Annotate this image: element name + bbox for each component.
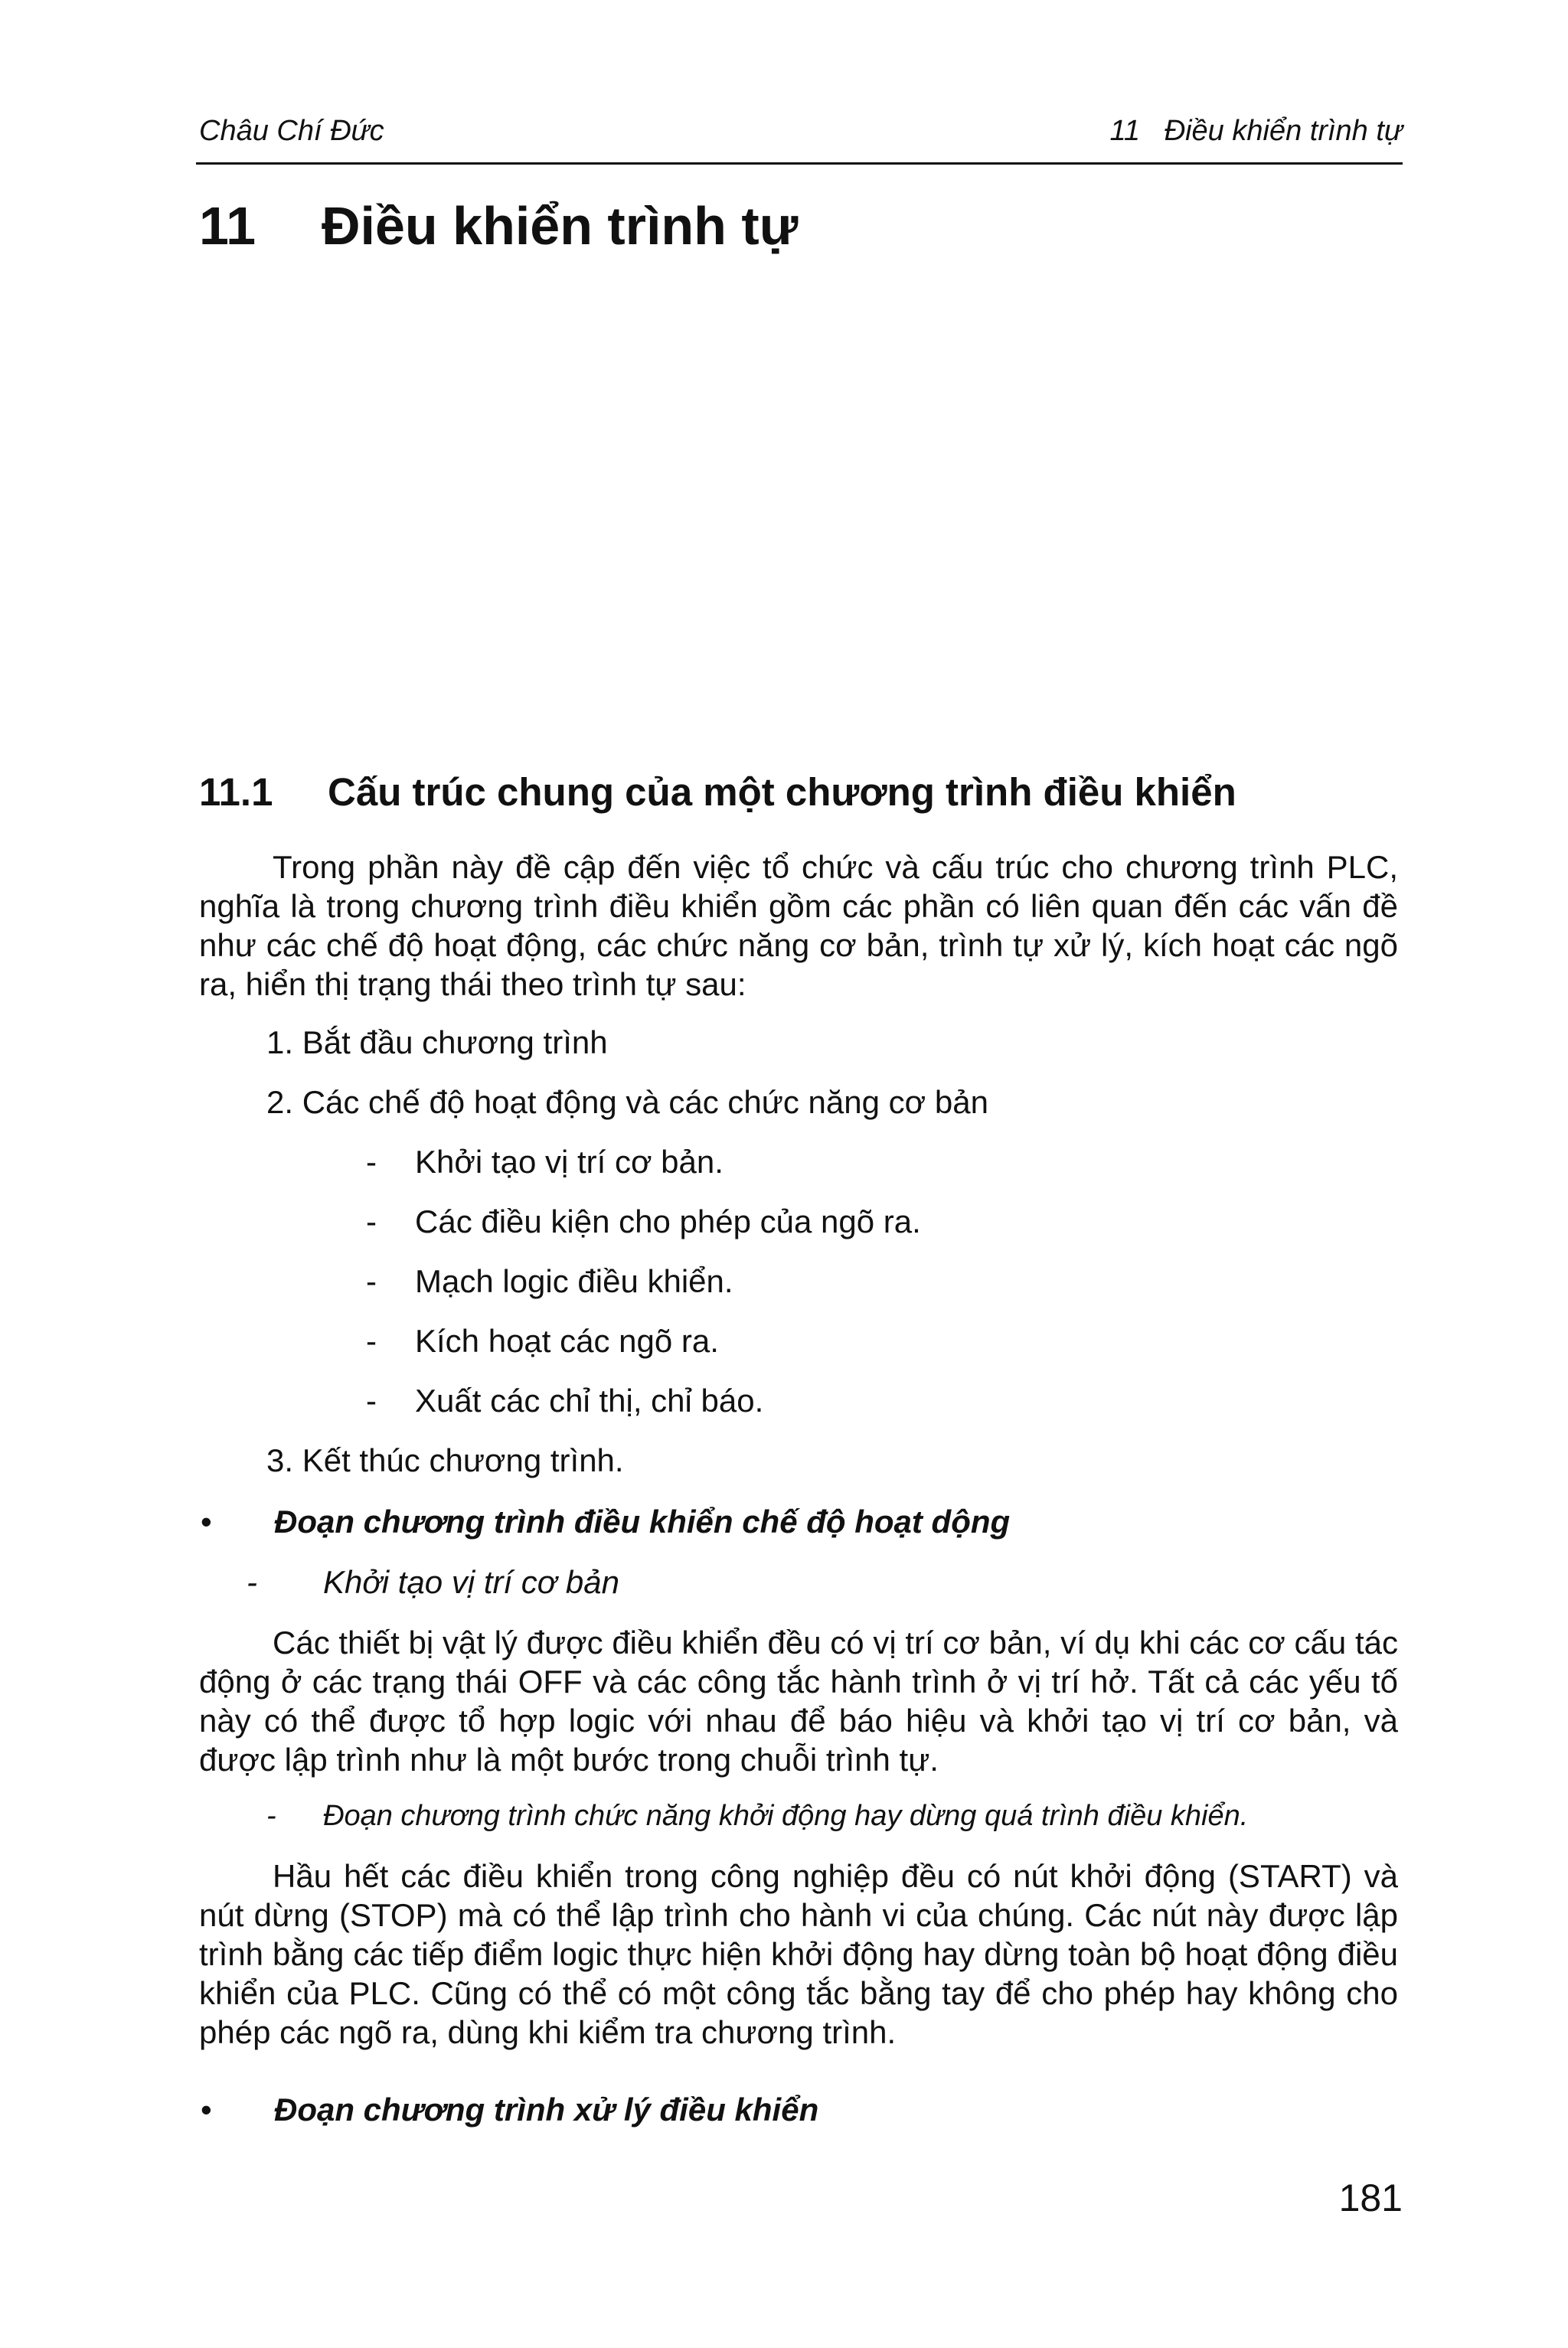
step-3: 3. Kết thúc chương trình. [266,1442,624,1478]
list-item-text: Các điều kiện cho phép của ngõ ra. [415,1203,921,1239]
bullet-item [201,1502,1349,1541]
list-item-text: Xuất các chỉ thị, chỉ báo. [415,1383,764,1419]
sub-heading [266,1797,1392,1836]
list-item-text: Khởi tạo vị trí cơ bản. [415,1144,724,1180]
section-title-text: Cấu trúc chung của một chương trình điều khiển [328,770,1236,814]
header-author: Châu Chí Đức [199,115,384,147]
sub-heading [247,1563,1318,1602]
header-chapter-ref: 11 Điều khiển trình tự [1109,115,1403,147]
dash-marker: - [266,1800,276,1832]
dash-marker: - [366,1263,377,1299]
sub-heading-text: Đoạn chương trình chức năng khởi động hay dừng quá trình điều khiển. [323,1800,1249,1832]
page-number: 181 [1338,2177,1403,2219]
dash-marker: - [247,1564,257,1600]
bullet-item [201,2090,1349,2129]
header-rule [196,162,1403,165]
paragraph: Hầu hết các điều khiển trong công nghiệp đều có nút khởi động (START) và nút dừng (STOP) mà có thể lập trình cho hành vi của chúng. Các nút này được lập trình bằng các tiếp điểm logic thực hiện khởi động hay dừng toàn bộ hoạt động điều khiển của PLC. Cũng có thể có một công tắc bằng tay để cho phép hay không cho phép các ngõ ra, dùng khi kiểm tra chương trình. [199,1858,1398,2050]
bullet-heading: Đoạn chương trình xử lý điều khiển [274,2092,819,2128]
bullet-heading: Đoạn chương trình điều khiển chế độ hoạt dộng [274,1504,1011,1540]
running-header [196,115,1403,161]
step-2: 2. Các chế độ hoạt động và các chức năng cơ bản [266,1084,988,1120]
step-1: 1. Bắt đầu chương trình [266,1024,608,1060]
dash-marker: - [366,1203,377,1239]
chapter-title-text: Điều khiển trình tự [322,196,799,256]
sub-heading-text: Khởi tạo vị trí cơ bản [323,1564,619,1600]
document-page [196,0,1403,2348]
dash-marker: - [366,1323,377,1359]
list-item-text: Kích hoạt các ngõ ra. [415,1323,719,1359]
section-number: 11.1 [199,770,273,814]
bullet-marker: • [201,2092,212,2128]
bullet-marker: • [201,1504,212,1540]
chapter-number: 11 [199,196,256,256]
dash-marker: - [366,1383,377,1419]
chapter-title [199,195,798,256]
paragraph: Các thiết bị vật lý được điều khiển đều có vị trí cơ bản, ví dụ khi các cơ cấu tác động ở các trạng thái OFF và các công tắc hành trình ở vị trí hở. Tất cả các yếu tố này có thể được tổ hợp logic với nhau để báo hiệu và khởi tạo vị trí cơ bản, và được lập trình như là một bước trong chuỗi trình tự. [199,1625,1398,1778]
list-item-text: Mạch logic điều khiển. [415,1263,733,1299]
intro-paragraph: Trong phần này đề cập đến việc tổ chức và cấu trúc cho chương trình PLC, nghĩa là trong chương trình điều khiển gồm các phần có liên quan đến các vấn đề như các chế độ hoạt động, các chức năng cơ bản, trình tự xử lý, kích hoạt các ngõ ra, hiển thị trạng thái theo trình tự sau: [199,849,1398,1002]
section-title [199,769,1236,815]
dash-marker: - [366,1144,377,1180]
